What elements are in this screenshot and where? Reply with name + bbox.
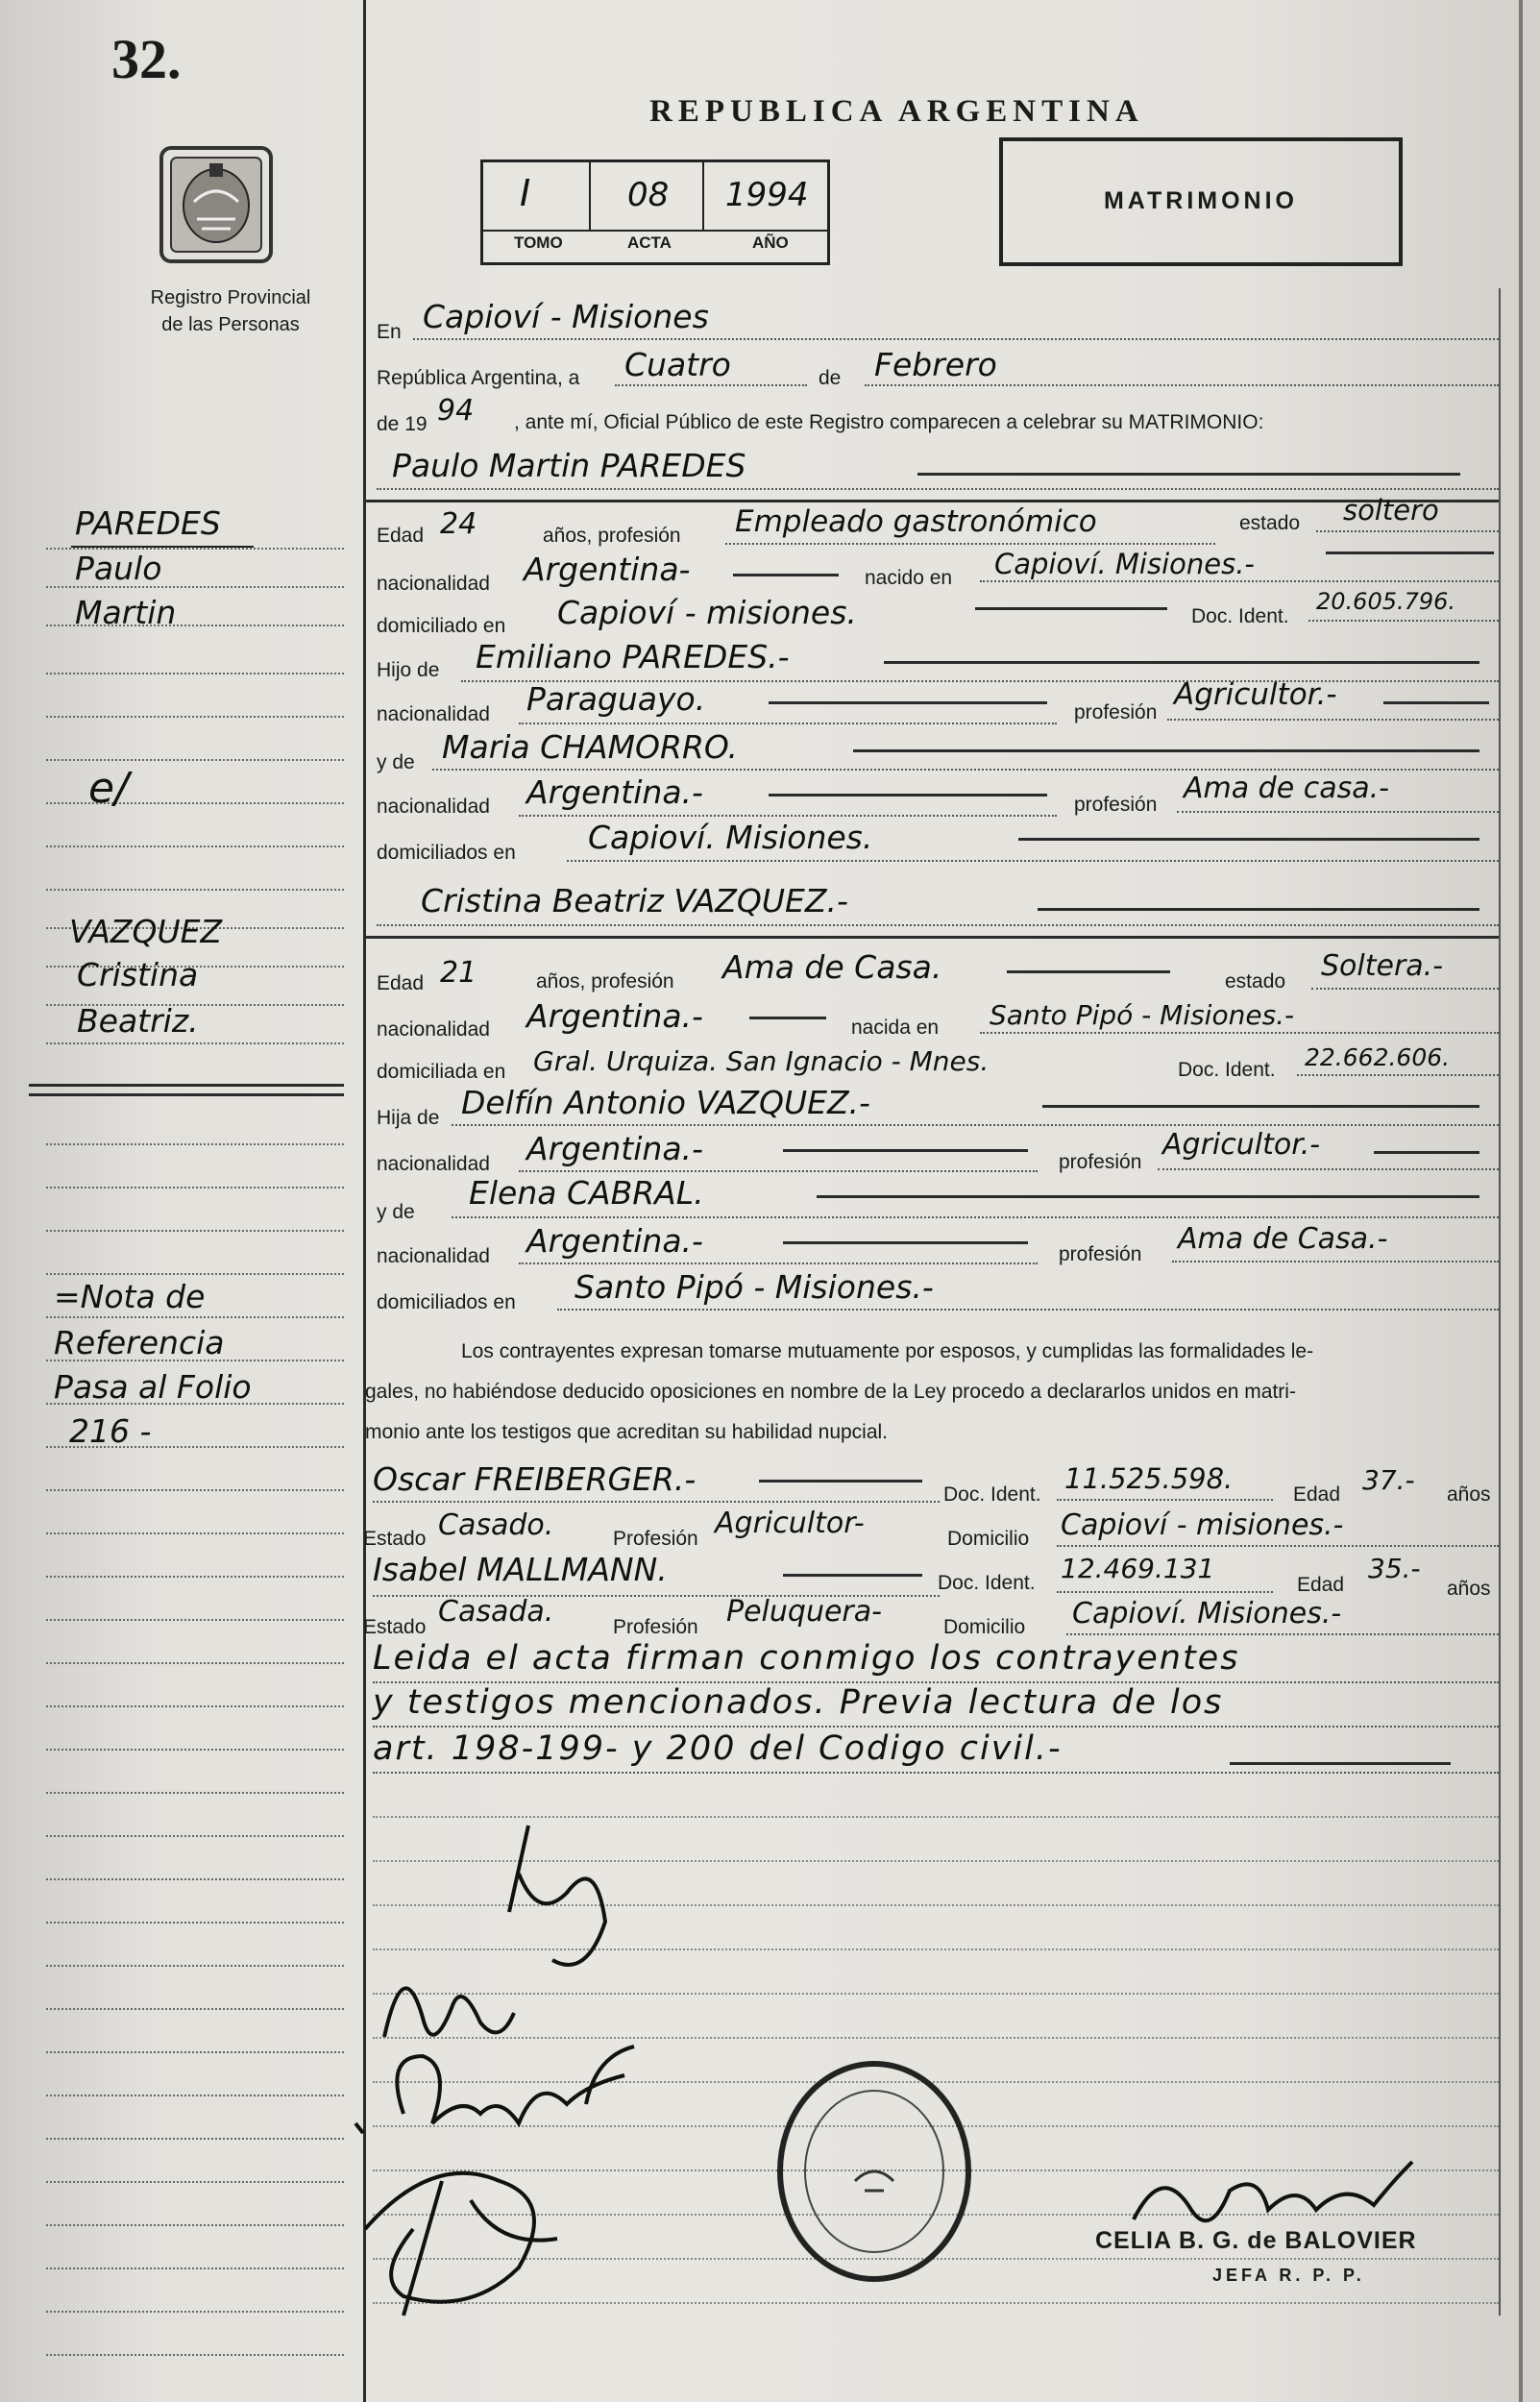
groom-mother: Maria CHAMORRO. [442, 728, 739, 766]
ano-label: AÑO [752, 233, 789, 252]
witness2-prof-label: Profesión [613, 1616, 698, 1638]
tomo-value: I [520, 172, 531, 214]
groom-birthplace: Capioví. Misiones.- [994, 548, 1255, 580]
witness2-dom-label: Domicilio [943, 1616, 1026, 1638]
bride-mother-prof-label: profesión [1059, 1243, 1142, 1265]
bride-mother: Elena CABRAL. [469, 1174, 704, 1212]
groom-father: Emiliano PAREDES.- [476, 638, 790, 675]
witness2-civil-state: Casada. [438, 1595, 554, 1629]
margin-bride-name1: Cristina [77, 956, 199, 993]
right-rule [1499, 288, 1501, 2316]
bride-parents-dom-label: domiciliados en [377, 1291, 516, 1313]
month-value: Febrero [874, 346, 997, 383]
bride-born-label: nacida en [851, 1017, 940, 1039]
tomo-acta-ano-box [480, 159, 830, 265]
witness1-prof-label: Profesión [613, 1528, 698, 1550]
witness1-doc: 11.525.598. [1064, 1462, 1234, 1495]
groom-born-label: nacido en [865, 567, 953, 589]
signatures-graphic [346, 1816, 711, 2354]
witness1-estado-label: Estado [363, 1528, 427, 1550]
groom-doc: 20.605.796. [1316, 588, 1456, 615]
officer-title: JEFA R. P. P. [1212, 2266, 1365, 2285]
groom-dom-label: domiciliado en [377, 615, 506, 637]
groom-civil-state: soltero [1343, 494, 1439, 527]
matrimonio-box [999, 137, 1403, 266]
legal-text-line2: gales, no habiéndose deducido oposiciones en nombre de la Ley procedo a declararlos unidos en matri- [365, 1381, 1296, 1403]
officer-name: CELIA B. G. de BALOVIER [1095, 2227, 1417, 2254]
groom-mother-prof-label: profesión [1074, 794, 1158, 816]
groom-doc-label: Doc. Ident. [1191, 605, 1289, 627]
bride-mother-nationality: Argentina.- [526, 1222, 703, 1260]
margin-groom-surname: PAREDES [75, 504, 221, 542]
bride-father: Delfín Antonio VAZQUEZ.- [461, 1084, 870, 1121]
year-value: 94 [437, 394, 475, 428]
groom-estado-label: estado [1239, 512, 1301, 534]
witness1-age: 37.- [1362, 1464, 1415, 1496]
bride-nationality: Argentina.- [526, 997, 703, 1035]
groom-nationality: Argentina- [524, 551, 691, 588]
official-stamp [769, 2056, 980, 2287]
witness2-anos-label: años [1447, 1578, 1491, 1600]
document-title: REPUBLICA ARGENTINA [649, 94, 1144, 129]
witness1-civil-state: Casado. [438, 1508, 554, 1542]
margin-groom-name2: Martin [75, 594, 177, 631]
groom-father-nac-label: nacionalidad [377, 703, 490, 725]
groom-anos-prof-label: años, profesión [543, 525, 681, 547]
groom-parents-dom-label: domiciliados en [377, 842, 516, 864]
witness2-doc-label: Doc. Ident. [938, 1572, 1036, 1594]
bride-father-prof-label: profesión [1059, 1151, 1142, 1173]
month-de-label: de [819, 367, 842, 389]
groom-yde-label: y de [377, 751, 415, 773]
witness2-domicile: Capioví. Misiones.- [1072, 1597, 1342, 1630]
acta-value: 08 [627, 176, 670, 214]
groom-nac-label: nacionalidad [377, 573, 490, 595]
margin-note-line3: Pasa al Folio [54, 1368, 252, 1406]
legal-text-line3: monio ante los testigos que acreditan su habilidad nupcial. [365, 1421, 889, 1443]
bride-dom-label: domiciliada en [377, 1061, 506, 1083]
groom-father-prof-label: profesión [1074, 701, 1158, 723]
celebrate-text: , ante mí, Oficial Público de este Registro comparecen a celebrar su MATRIMONIO: [514, 411, 1264, 433]
bride-anos-prof-label: años, profesión [536, 970, 674, 993]
en-label: En [377, 321, 402, 343]
bride-edad-label: Edad [377, 972, 425, 994]
place-value: Capioví - Misiones [423, 298, 709, 335]
groom-mother-nac-label: nacionalidad [377, 796, 490, 818]
republic-label: República Argentina, a [377, 367, 580, 389]
witness1-name: Oscar FREIBERGER.- [373, 1460, 697, 1498]
bride-doc: 22.662.606. [1305, 1043, 1451, 1071]
margin-bride-name2: Beatriz. [77, 1002, 199, 1040]
margin-note-line2: Referencia [54, 1324, 225, 1361]
margin-conjunction: e/ [88, 764, 129, 813]
registry-line1: Registro Provincial [150, 287, 311, 308]
bride-mother-profession: Ama de Casa.- [1178, 1222, 1388, 1256]
witness2-name: Isabel MALLMANN. [373, 1551, 668, 1588]
registry-seal-logo [154, 142, 279, 267]
witness1-profession: Agricultor- [715, 1507, 865, 1540]
witness1-domicile: Capioví - misiones.- [1061, 1508, 1344, 1542]
bride-parents-domicile: Santo Pipó - Misiones.- [574, 1268, 934, 1306]
acta-label: ACTA [627, 233, 672, 252]
groom-domicile: Capioví - misiones. [557, 594, 857, 631]
groom-age: 24 [440, 507, 477, 541]
bride-civil-state: Soltera.- [1321, 949, 1444, 983]
closing-line3: art. 198-199- y 200 del Codigo civil.- [373, 1729, 1063, 1768]
witness2-doc: 12.469.131 [1061, 1553, 1215, 1584]
groom-father-nationality: Paraguayo. [526, 680, 706, 718]
bride-age: 21 [440, 956, 477, 990]
bride-mother-nac-label: nacionalidad [377, 1245, 490, 1267]
groom-profession: Empleado gastronómico [735, 504, 1097, 539]
bride-domicile: Gral. Urquiza. San Ignacio - Mnes. [533, 1045, 990, 1077]
page-number: 32. [111, 28, 182, 90]
registry-line2: de las Personas [161, 314, 300, 335]
witness2-profession: Peluquera- [726, 1595, 882, 1629]
witness1-anos-label: años [1447, 1483, 1491, 1506]
bride-profession: Ama de Casa. [722, 948, 942, 986]
groom-hijo-label: Hijo de [377, 659, 440, 681]
tomo-label: TOMO [514, 233, 563, 252]
witness2-estado-label: Estado [363, 1616, 427, 1638]
bride-full-name: Cristina Beatriz VAZQUEZ.- [421, 882, 848, 919]
bride-hija-label: Hija de [377, 1107, 440, 1129]
bride-yde-label: y de [377, 1201, 415, 1223]
bride-father-profession: Agricultor.- [1162, 1128, 1321, 1162]
legal-text-block [365, 1332, 1499, 1453]
margin-bride-surname: VAZQUEZ [69, 913, 223, 950]
bride-doc-label: Doc. Ident. [1178, 1059, 1276, 1081]
bride-estado-label: estado [1225, 970, 1286, 993]
witness1-doc-label: Doc. Ident. [943, 1483, 1041, 1506]
witness2-age: 35.- [1368, 1553, 1421, 1584]
witness1-edad-label: Edad [1293, 1483, 1341, 1506]
matrimonio-label: MATRIMONIO [1103, 187, 1298, 214]
witness1-dom-label: Domicilio [947, 1528, 1030, 1550]
bride-father-nationality: Argentina.- [526, 1130, 703, 1167]
ano-value: 1994 [725, 176, 809, 214]
bride-birthplace: Santo Pipó - Misiones.- [990, 999, 1295, 1031]
witness2-edad-label: Edad [1297, 1574, 1345, 1596]
bride-father-nac-label: nacionalidad [377, 1153, 490, 1175]
groom-father-profession: Agricultor.- [1174, 677, 1337, 712]
registry-name [106, 284, 355, 338]
groom-full-name: Paulo Martin PAREDES [392, 447, 746, 484]
groom-edad-label: Edad [377, 525, 425, 547]
day-value: Cuatro [624, 346, 731, 383]
groom-mother-profession: Ama de casa.- [1184, 772, 1389, 805]
de19-label: de 19 [377, 413, 428, 435]
margin-note-line1: =Nota de [54, 1278, 206, 1315]
legal-text-line1: Los contrayentes expresan tomarse mutuamente por esposos, y cumplidas las formalidades le- [461, 1340, 1314, 1362]
closing-line2: y testigos mencionados. Previa lectura de los [373, 1683, 1224, 1722]
closing-line1: Leida el acta firman conmigo los contrayentes [373, 1639, 1240, 1678]
margin-groom-name1: Paulo [75, 550, 162, 587]
groom-parents-domicile: Capioví. Misiones. [588, 819, 873, 856]
margin-note-line4: 216 - [69, 1412, 152, 1450]
officer-signature [1124, 2152, 1441, 2239]
page-edge [1519, 0, 1523, 2402]
bride-nac-label: nacionalidad [377, 1018, 490, 1041]
groom-mother-nationality: Argentina.- [526, 773, 703, 811]
